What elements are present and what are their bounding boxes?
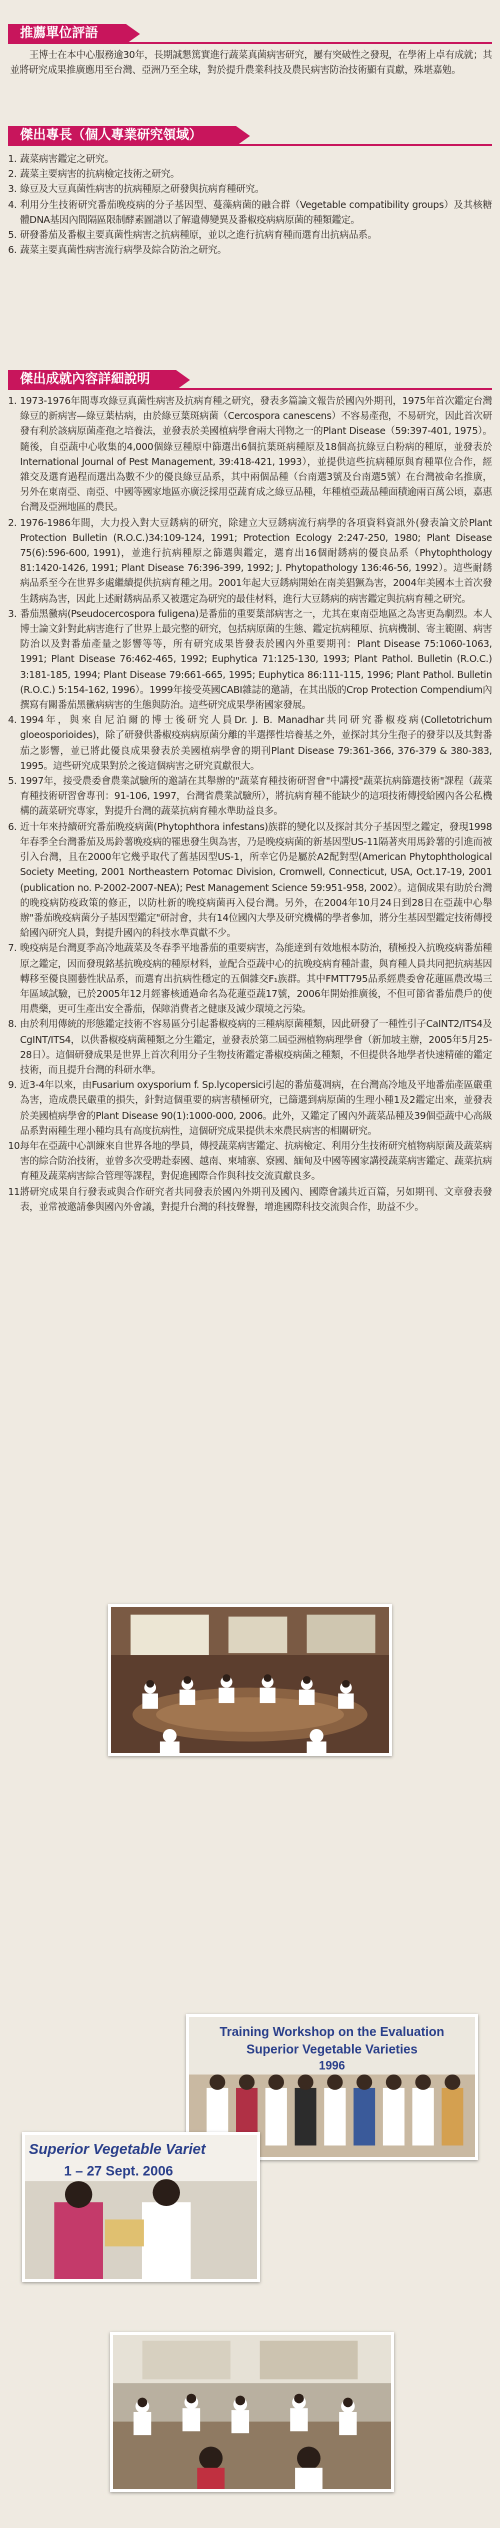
award-photo xyxy=(22,2132,260,2282)
section-header-evaluation xyxy=(8,24,126,44)
section-title: 推薦單位評語 xyxy=(20,26,99,41)
list-item: 8. 由於利用傳統的形態鑑定技術不容易區分引起番椒疫病的三種病原菌種類，因此研發了一種性引子CaINT2/ITS4及CgINT/ITS4，以供番椒疫病菌種類之分生鑑定，並發表於第二屆亞洲植物病理學會（新加坡主辦，2005年5月25-28日）。這個研發成果是世界上首次利用分子生物技術鑑定番椒疫病菌之種類，不但提供各地學者快速精確的鑑定技術，而且提升台灣的科研水準。 xyxy=(8,1019,492,1076)
list-item: 6. 蔬菜主要真菌性病害流行病學及綜合防治之研究。 xyxy=(8,245,227,257)
meeting-photo xyxy=(108,1604,392,1756)
list-item: 1. 1973-1976年間專攻綠豆真菌性病害及抗病育種之研究，發表多篇論文報告於國內外期刊，1975年首次鑑定台灣綠豆的新病害—綠豆葉枯病，由於綠豆葉斑病菌（Cercospora canescens）不容易產孢，不易研究，因此首次研發有利於該病原菌產孢之培養法，並發表於美國植病學會兩大刊物之一的Plant Disease（59:397-401, 1975）。隨後，自亞蔬中心收集的4,000個綠豆種原中篩選出6個抗葉斑病種原及18個高抗綠豆白粉病的種原，並發表於International Journal of Pest Management, 39:418-421, 1993），並提供這些抗病種原與育種單位合作，經雜交及選育過程而選出為數不少的優良綠豆品系，其中兩個品種（台南選3號及台南選5號）在台灣被命名推廣，另外在東南亞、南亞、中國等國家地區亦廣泛採用亞蔬育成之綠豆品種，年種植亞蔬品種面積逾兩百萬公頃，嘉惠台灣及亞洲地區的農民。 xyxy=(8,396,492,514)
banner-line-1: Superior Vegetable Variet xyxy=(28,2142,206,2159)
section-header-achievements xyxy=(8,370,176,390)
list-item: 5. 研發番茄及番椒主要真菌性病害之抗病種原，並以之進行抗病育種而選育出抗病品系。 xyxy=(8,230,377,242)
section-title: 傑出專長（個人專業研究領域） xyxy=(20,128,203,143)
list-item: 2. 1976-1986年間，大力投入對大豆銹病的研究，除建立大豆銹病流行病學的各項資料資訊外(發表論文於Plant Protection Bulletin (R.O.C.)34:109-124, 1991; Protection Ecology 2:247-250, 1980; Plant Disease 75(6):596-600, 1991)，並進行抗病種原之篩選與鑑定，選育出16個耐銹病的優良品系（Phytophthology 81:1420-1426, 1991; Plant Disease 76:396-399, 1992; J. Phytopathology 136:46-56, 1992）。這些耐銹病品系至今在世界多處繼續提供抗病育種之用。2001年起大豆銹病開始在南美猖獗為害，2004年美國本土首次發生銹病為害，因此上述耐銹病品系又被選定為研究的最佳材料，進行大豆銹病的病害鑑定與抗病育種之研究。 xyxy=(8,517,492,605)
section-divider xyxy=(8,42,492,44)
section-header-expertise xyxy=(8,126,236,146)
banner-line-3: 1996 xyxy=(318,2059,346,2073)
award-photo-image xyxy=(25,2135,257,2279)
banner-line-2: Superior Vegetable Varieties xyxy=(246,2042,418,2057)
list-item: 2. 蔬菜主要病害的抗病檢定技術之研究。 xyxy=(8,169,180,181)
section-title: 傑出成就內容詳細說明 xyxy=(20,372,151,387)
list-item: 7. 晚疫病是台灣夏季高冷地蔬菜及冬春季平地番茄的重要病害，為能達到有效地根本防治，積極投入抗晚疫病番茄種原之鑑定，因而發現銘基抗晚疫病的種原材料，並配合亞蔬中心的抗晚疫病育種計畫，與育種人員共同把抗病基因轉移至優良園藝性狀品系，而選育出抗病性穩定的五個雜交F₁族群。其中FMTT795品系經農委會花蓮區農改場三年區域試驗，已於2005年12月經審核通過命名為花蓮亞蔬17號，2006年開始推廣後，不但可節省番茄農戶的使用農藥，更可生產出安全番茄，保障消費者之健康及減少環境之污染。 xyxy=(8,943,492,1016)
section-divider xyxy=(8,388,492,390)
list-item: 3. 綠豆及大豆真菌性病害的抗病種原之研發與抗病育種研究。 xyxy=(8,184,265,196)
list-item: 3. 番茄黑黴病(Pseudocercospora fuligena)是番茄的重要葉部病害之一，尤其在東南亞地區之為害更為劇烈。本人博士論文針對此病害進行了世界上最完整的研究，包括病原菌的生態、鑑定抗病種原、抗病機制、寄主範圍、病害防治以及對番茄產量之影響等等，所有研究成果皆發表於國內外重要期刊：Plant Disease 75:1060-1063, 1991; Plant Disease 76:462-465, 1992; Euphytica 71:125-130, 1993; Plant Pathol. Bulletin (R.O.C.) 3:181-185, 1994; Plant Disease 79:661-665, 1995; Euphytica 86:111-115, 1996; Plant Pathol. Bulletin (R.O.C.) 5:154-162, 1996）。1999年接受英國CABI雜誌的邀請，在其出版的Crop Protection Compendium內撰寫有關番茄黑黴病病害的生態與防治。這些研究成果學術國家發展。 xyxy=(8,608,492,712)
list-item: 9. 近3-4年以來，由Fusarium oxysporium f. Sp.lycopersici引起的番茄蔓凋病，在台灣高冷地及平地番茄產區嚴重為害，造成農民嚴重的損失，針對這個重要的病害積極研究，已篩選到病原菌的生理小種1及2鑑定出來，並發表於美國植病學會的Plant Disease 90(1):1000-000, 2006。此外，又鑑定了國內外蔬菜品種及39個亞蔬中心高級品系對兩種生理小種均具有高度抗病性，這個研究成果提供未來農民病害的相關研究。 xyxy=(8,1080,492,1137)
expertise-list xyxy=(8,152,492,258)
section-divider xyxy=(8,144,492,146)
list-item: 5. 1997年，接受農委會農業試驗所的邀請在其舉辦的"蔬菜育種技術研習會"中講授"蔬菜抗病篩選技術"課程（蔬菜育種技術研習會專刊：91-106, 1997，台灣省農業試驗所），將抗病育種不能缺少的這項技術傳授給國內各公私機構的蔬菜研究專家，對提升台灣的蔬菜抗病育種水準助益良多。 xyxy=(8,776,492,818)
list-item: 4. 利用分生技術研究番茄晚疫病的分子基因型、蔓藻病菌的融合群（Vegetable compatibility groups）及其核糖體DNA基因內間隔區限制酵素圖譜以了解遺傳變異及番椒疫病病原菌的種類鑑定。 xyxy=(8,199,492,226)
training-photo-image xyxy=(113,2335,391,2489)
list-item: 6. 近十年來持續研究番茄晚疫病菌(Phytophthora infestans)族群的變化以及探討其分子基因型之鑑定，發現1998年春季全台灣番茄及馬鈴薯晚疫病的罹患發生與為害，乃是晚疫病菌的新基因型US-11隔著夾用馬鈴薯的引進而被引入台灣，且在2000年它幾乎取代了舊基因型US-1，所幸它仍是屬於A2配對型(American Phytophthological Society Meeting, 2001 Northeastern Potomac Division, Cromwell, Connecticut, USA, Oct.17-19, 2001 (publication no. P-2002-2007-NEA); Pest Management Science 59:951-958, 2002）。這個成果有助於台灣的晚疫病防疫政策的修正，以防杜新的晚疫病菌再入侵台灣。另外，在2004年10月24日到28日在亞蔬中心舉辦"番茄晚疫病菌分子基因型鑑定"研討會，共有14位國內大學及研究機構的學者參加，將分生基因型鑑定技術傳授給國內研究人員，對提升國內的科技水準貢獻不少。 xyxy=(8,821,492,940)
meeting-photo-image xyxy=(111,1607,389,1753)
evaluation-paragraph: 王博士在本中心服務逾30年，長期誠懇篤實進行蔬菜真菌病害研究，屢有突破性之發現，在學術上卓有成就；其並將研究成果推廣應用至台灣、亞洲乃至全球，對於提升農業科技及農民病害防治技術顯有貢獻，殊堪嘉勉。 xyxy=(10,50,492,77)
banner-line-2: 1 – 27 Sept. 2006 xyxy=(63,2163,174,2179)
training-photo xyxy=(110,2332,394,2492)
achievements-list xyxy=(8,394,492,1584)
banner-line-1: Training Workshop on the Evaluation xyxy=(219,2025,445,2040)
list-item: 10. 每年在亞蔬中心訓練來自世界各地的學員，傳授蔬菜病害鑑定、抗病檢定、利用分生技術研究植物病原菌及蔬菜病害的綜合防治技術，並曾多次受聘赴泰國、越南、柬埔寨、寮國、緬甸及中國等國家講授蔬菜病害鑑定、蔬菜抗病育種及蔬菜病害綜合管理等課程，對促進國際合作與科技交流貢獻良多。 xyxy=(8,1140,492,1183)
list-item: 11. 將研究成果自行發表或與合作研究者共同發表於國內外期刊及國內、國際會議共近百篇，另如期刊、文章發表發表，並常被邀請參與國內外會議，對提升台灣的科技聲譽，增進國際科技交流與合作，助益不少。 xyxy=(8,1186,492,1213)
list-item: 1. 蔬菜病害鑑定之研究。 xyxy=(8,154,114,165)
list-item: 4. 1994年，與來自尼泊爾的博士後研究人員Dr. J. B. Manadhar共同研究番椒疫病(Colletotrichum gloeosporioides)，除了研發供番椒疫病病原菌分離的半選擇性培養基之外，並探討其分生孢子的發芽以及其對番茄之影響，並已將此優良成果發表於美國植病學會的期刊Plant Disease 79:361-366, 376-379 & 380-383, 1995。這些研究成果對於之後這個病害之研究貢獻很大。 xyxy=(8,715,492,772)
